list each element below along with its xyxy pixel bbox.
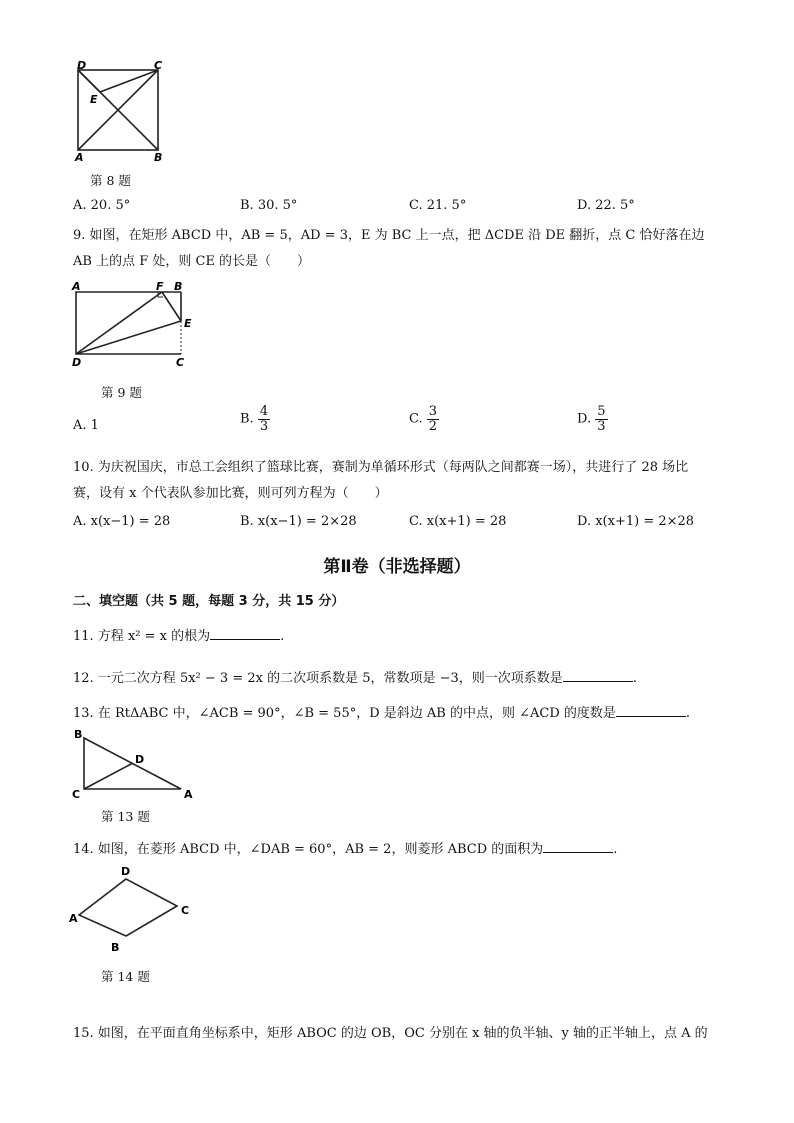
q9-label-b: B: [174, 280, 183, 293]
q9-option-c-fraction: [427, 405, 439, 433]
q10-stem-line2: 赛，设有 x 个代表队参加比赛，则可列方程为（ ）: [73, 486, 388, 501]
q9-stem-line1: 9. 如图，在矩形 ABCD 中，AB = 5，AD = 3，E 为 BC 上一点，把 ΔCDE 沿 DE 翻折，点 C 恰好落在边: [73, 228, 705, 243]
q9-option-c-num: 3: [428, 404, 438, 419]
part2-title: 第Ⅱ卷（非选择题）: [323, 557, 471, 577]
q12-text: 12. 一元二次方程 5x² − 3 = 2x 的二次项系数是 5，常数项是 −3，则一次项系数是: [73, 671, 563, 686]
q11-period: .: [280, 629, 285, 644]
q9-option-b-prefix: B.: [240, 411, 254, 427]
q13-figure: [68, 726, 198, 802]
q9-option-a: A. 1: [73, 418, 99, 433]
q9-label-d: D: [72, 356, 82, 369]
q9-label-e: E: [184, 317, 192, 330]
q11-answer-blank[interactable]: [210, 627, 280, 640]
q10-stem-line1: 10. 为庆祝国庆，市总工会组织了篮球比赛，赛制为单循环形式（每两队之间都赛一场），共进行了 28 场比: [73, 460, 689, 475]
q9-caption: 第 9 题: [101, 385, 142, 400]
q9-label-a: A: [72, 280, 81, 293]
q15-stem-line1: 15. 如图，在平面直角坐标系中，矩形 ABOC 的边 OB，OC 分别在 x 轴的负半轴、y 轴的正半轴上，点 A 的: [73, 1026, 708, 1041]
q10-option-a: A. x(x−1) = 28: [73, 514, 171, 529]
q13-label-b: B: [74, 728, 83, 741]
q11-text: 11. 方程 x² = x 的根为: [73, 629, 211, 644]
q14-label-b: B: [111, 941, 120, 954]
q13-label-c: C: [72, 788, 81, 801]
q14-label-d: D: [121, 865, 131, 878]
q10-option-b: B. x(x−1) = 2×28: [240, 514, 357, 529]
q14-answer-blank[interactable]: [543, 840, 613, 853]
q8-option-b: B. 30. 5°: [240, 198, 298, 213]
q13-period: .: [685, 706, 691, 721]
q10-option-d: D. x(x+1) = 2×28: [577, 514, 695, 529]
q9-option-d-fraction: [595, 405, 607, 433]
q9-option-d-prefix: D.: [577, 411, 592, 427]
q14-text: 14. 如图，在菱形 ABCD 中，∠DAB = 60°，AB = 2，则菱形 ABCD 的面积为: [73, 842, 544, 857]
q8-label-d: D: [77, 59, 87, 72]
q9-option-b-num: 4: [259, 404, 269, 419]
q13-answer-blank[interactable]: [616, 704, 686, 717]
q12-period: .: [632, 671, 637, 686]
q9-option-b-den: 3: [259, 418, 269, 434]
q8-label-b: B: [154, 151, 163, 164]
section2-title: 二、填空题（共 5 题，每题 3 分，共 15 分）: [73, 594, 345, 609]
q8-label-a: A: [75, 151, 84, 164]
q8-label-e: E: [90, 93, 98, 106]
q9-figure: [68, 280, 200, 372]
q11-stem: [73, 625, 284, 644]
q13-stem: [73, 702, 690, 721]
q9-option-d-den: 3: [597, 418, 606, 434]
q9-label-f: F: [156, 280, 164, 293]
q8-option-c: C. 21. 5°: [409, 198, 467, 213]
q8-option-a: A. 20. 5°: [73, 198, 131, 213]
q9-label-c: C: [176, 356, 185, 369]
q9-option-c: [409, 405, 439, 433]
q13-caption: 第 13 题: [101, 809, 150, 824]
q13-label-d: D: [135, 753, 145, 766]
q14-figure: [66, 862, 196, 958]
q9-stem-line2: AB 上的点 F 处，则 CE 的长是（ ）: [73, 254, 311, 269]
q9-option-d: [577, 405, 608, 433]
q8-caption: 第 8 题: [90, 173, 131, 188]
q12-answer-blank[interactable]: [563, 669, 633, 682]
q8-label-c: C: [154, 59, 163, 72]
q14-label-c: C: [181, 904, 190, 917]
q9-option-c-prefix: C.: [409, 411, 423, 427]
q9-option-d-num: 5: [597, 404, 606, 419]
q10-option-c: C. x(x+1) = 28: [409, 514, 507, 529]
q14-stem: [73, 838, 617, 857]
q8-option-d: D. 22. 5°: [577, 198, 635, 213]
q13-label-a: A: [184, 788, 193, 801]
q9-option-b-fraction: [258, 405, 270, 433]
q12-stem: [73, 667, 637, 686]
q8-figure: [66, 58, 178, 168]
q14-period: .: [613, 842, 618, 857]
q9-option-c-den: 2: [428, 418, 438, 434]
q9-option-b: [240, 405, 270, 433]
q14-label-a: A: [69, 912, 78, 925]
q13-text: 13. 在 RtΔABC 中，∠ACB = 90°，∠B = 55°，D 是斜边 AB 的中点，则 ∠ACD 的度数是: [73, 706, 616, 721]
q14-caption: 第 14 题: [101, 969, 150, 984]
